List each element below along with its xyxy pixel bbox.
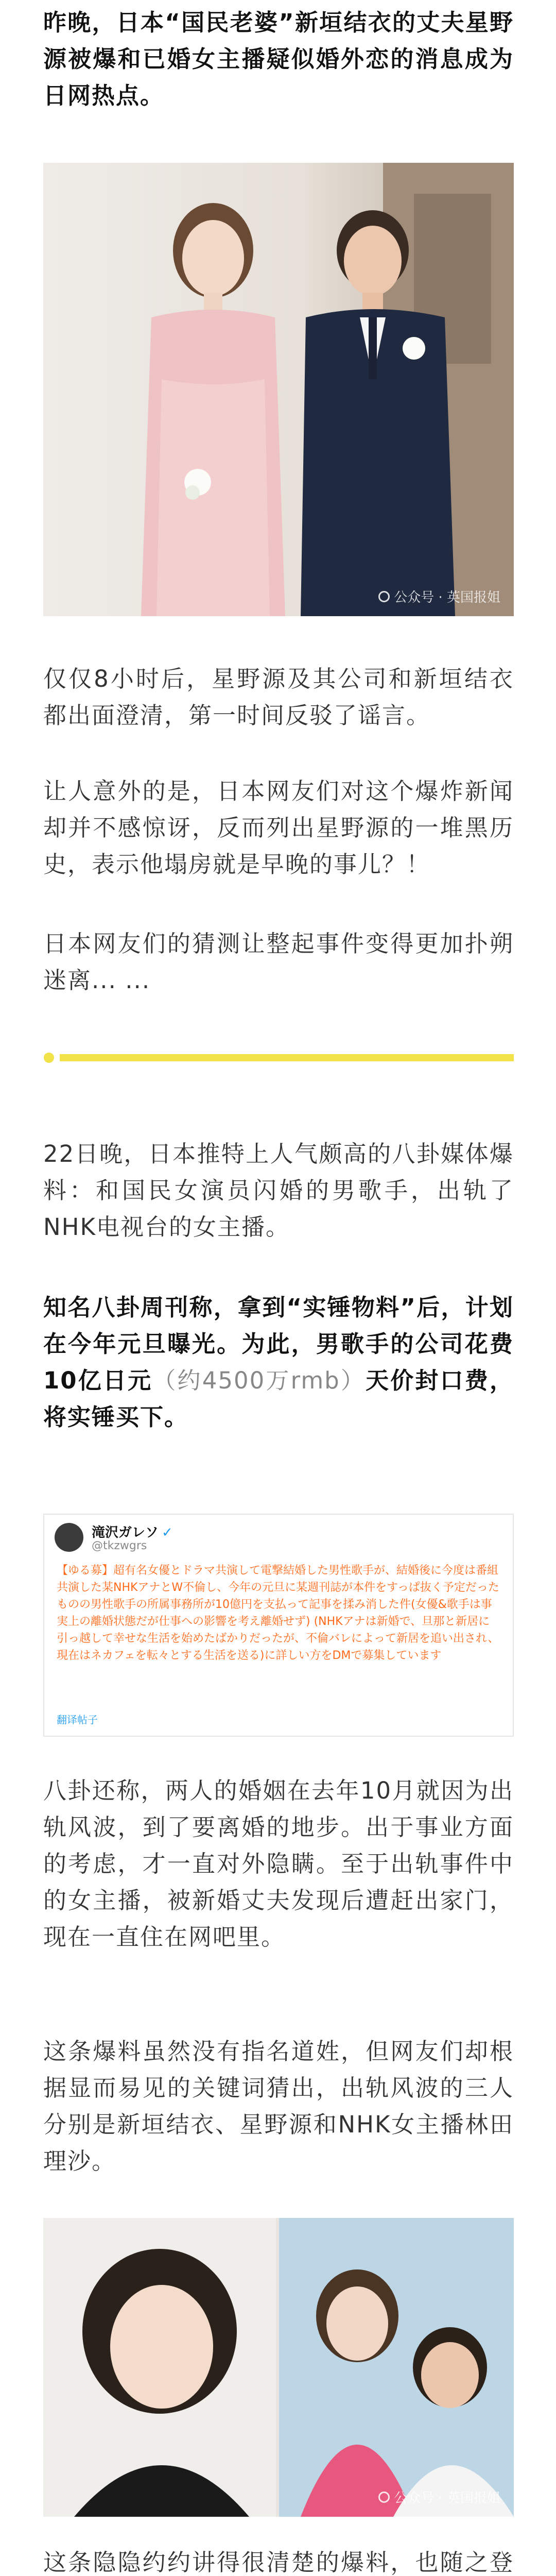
paragraph-trending: 这条隐隐约约讲得很清楚的爆料，也随之登 <box>43 2549 514 2576</box>
watermark: 公众号 · 英国报姐 <box>378 587 500 606</box>
tweet-text: 【ゆる募】超有名女優とドラマ共演して電撃結婚した男性歌手が、結婚後に今度は番組共演した某NHKアナとW不倫し、今年の元旦に某週刊誌が本件をすっぱ抜く予定だったものの男性歌手の所属事務所が10億円を支払って記事を揉み消した件(女優&歌手は事実上の離婚状態だが仕事への影響を考え離婚せず) (NHKアナは新婚で、旦那と新居に引っ越して幸せな生活を始めたばかりだったが、不倫バレによって新居を追い出され、現在はネカフェを転々とする生活を送る)に詳しい方をDMで募集しています <box>57 1564 499 1662</box>
paragraph-surprise: 让人意外的是，日本网友们对这个爆炸新闻却并不感惊讶，反而列出星野源的一堆黑历史，表示他塌房就是早晚的事儿？！ <box>43 777 514 878</box>
paragraph-marriage: 八卦还称，两人的婚姻在去年10月就因为出轨风波，到了要离婚的地步。出于事业方面的考虑，才一直对外隐瞒。至于出轨事件中的女主播，被新婚丈夫发现后遭赶出家门，现在一直住在网吧里。 <box>43 1777 514 1951</box>
paragraph-speculation: 日本网友们的猜测让整起事件变得更加扑朔迷离... ... <box>43 930 514 994</box>
verified-badge-icon: ✓ <box>162 1525 173 1540</box>
wechat-icon <box>378 591 390 602</box>
section-divider <box>43 1052 514 1063</box>
avatar <box>55 1523 83 1552</box>
divider-bar <box>60 1054 514 1061</box>
tweet-username: 滝沢ガレソ ✓ <box>92 1525 173 1540</box>
paragraph-payment: 知名八卦周刊称，拿到“实锤物料”后，计划在今年元旦曝光。为此，男歌手的公司花费10亿日元（约4500万rmb）天价封口费，将实锤买下。 <box>43 1294 514 1431</box>
collage-illustration <box>43 2218 514 2517</box>
photo-collage <box>43 2218 514 2517</box>
paragraph-gossip-report: 22日晚，日本推特上人气颇高的八卦媒体爆料：和国民女演员闪婚的男歌手，出轨了NHK电视台的女主播。 <box>43 1140 514 1241</box>
translate-post-link[interactable]: 翻译帖子 <box>57 1714 98 1726</box>
watermark: 公众号 · 英国报姐 <box>378 2487 500 2506</box>
wechat-icon <box>378 2492 390 2503</box>
paragraph-identification: 这条爆料虽然没有指名道姓，但网友们却根据显而易见的关键词猜出，出轨风波的三人分别是新垣结衣、星野源和NHK女主播林田理沙。 <box>43 2038 514 2175</box>
tweet-handle: @tkzwgrs <box>92 1539 147 1552</box>
paragraph-intro: 昨晚，日本“国民老婆”新垣结衣的丈夫星野源被爆和已婚女主播疑似婚外恋的消息成为日网热点。 <box>43 9 514 109</box>
couple-event-illustration <box>43 163 514 616</box>
paragraph-clarification: 仅仅8小时后，星野源及其公司和新垣结衣都出面澄清，第一时间反驳了谣言。 <box>43 665 514 729</box>
divider-dot-icon <box>43 1052 55 1063</box>
tweet-card <box>43 1514 514 1737</box>
photo-couple-event <box>43 163 514 616</box>
